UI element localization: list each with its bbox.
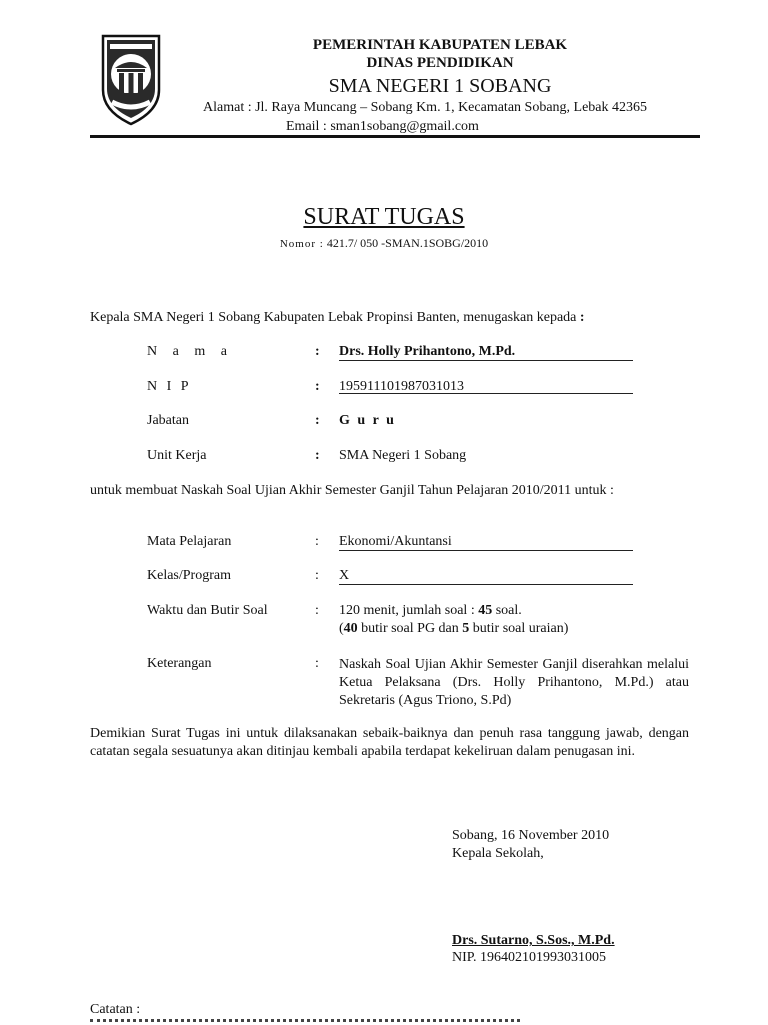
- unit-label: Unit Kerja: [147, 448, 207, 463]
- closing-paragraph: Demikian Surat Tugas ini untuk dilaksanakan sebaik-baiknya dan penuh rasa tanggung jawab, dengan catatan segala sesuatunya akan ditinjau kembali apabila terdapat kekeliruan dalam penugasan ini.: [90, 726, 689, 759]
- jabatan-value: G u r u: [339, 413, 396, 428]
- school-logo: [100, 32, 162, 126]
- keterangan-label: Keterangan: [147, 656, 212, 671]
- waktu-line1-suffix: soal.: [492, 603, 522, 618]
- unit-colon: :: [315, 448, 320, 463]
- intro-sentence: Kepala SMA Negeri 1 Sobang Kabupaten Lebak Propinsi Banten, menugaskan kepada: [90, 310, 577, 325]
- signer-position: Kepala Sekolah,: [452, 846, 544, 861]
- waktu-line2-end: butir soal uraian): [469, 621, 569, 636]
- intro-colon: :: [579, 310, 585, 325]
- purpose-text: untuk membuat Naskah Soal Ujian Akhir Semester Ganjil Tahun Pelajaran 2010/2011 untuk :: [90, 483, 614, 498]
- pg-count-value: 40: [343, 621, 358, 636]
- uraian-count-value: 5: [462, 621, 470, 636]
- nip-colon: :: [315, 379, 320, 394]
- keterangan-colon: :: [315, 656, 319, 671]
- waktu-line2-open: (: [339, 621, 344, 636]
- header-divider: [90, 135, 700, 138]
- kelas-underline: [339, 584, 633, 585]
- school-name: SMA NEGERI 1 SOBANG: [328, 75, 552, 97]
- waktu-line2-mid: butir soal PG dan: [357, 621, 463, 636]
- letter-number-value: 421.7/ 050 -SMAN.1SOBG/2010: [326, 236, 489, 250]
- waktu-line1: [339, 603, 522, 619]
- kelas-value: X: [339, 568, 350, 583]
- unit-value: SMA Negeri 1 Sobang: [339, 448, 467, 463]
- kelas-colon: :: [315, 568, 319, 583]
- kelas-label: Kelas/Program: [147, 568, 231, 583]
- mapel-label: Mata Pelajaran: [147, 534, 232, 549]
- nama-label: N a m a: [147, 344, 233, 359]
- waktu-label: Waktu dan Butir Soal: [147, 603, 268, 618]
- dept-name: DINAS PENDIDIKAN: [366, 55, 514, 71]
- nip-label: N I P: [147, 379, 192, 394]
- signer-name: Drs. Sutarno, S.Sos., M.Pd.: [452, 933, 615, 948]
- gov-name: PEMERINTAH KABUPATEN LEBAK: [312, 37, 568, 53]
- jabatan-colon: :: [315, 413, 320, 428]
- signer-nip: NIP. 196402101993031005: [452, 950, 607, 965]
- school-address: Alamat : Jl. Raya Muncang – Sobang Km. 1, Kecamatan Sobang, Lebak 42365: [203, 100, 648, 115]
- letter-title: SURAT TUGAS: [303, 204, 465, 230]
- mapel-underline: [339, 550, 633, 551]
- catatan-cutoff-text: [90, 1019, 520, 1025]
- place-date: Sobang, 16 November 2010: [452, 828, 610, 843]
- waktu-line2: [339, 621, 568, 637]
- keterangan-value: Naskah Soal Ujian Akhir Semester Ganjil diserahkan melalui Ketua Pelaksana (Drs. Holly Prihantono, M.Pd.) atau Sekretaris (Agus Triono, S.Pd): [339, 657, 689, 708]
- nama-colon: :: [315, 344, 320, 359]
- intro-text: [90, 310, 585, 326]
- jumlah-soal-value: 45: [478, 603, 493, 618]
- letter-number-label: Nomor :: [279, 238, 324, 250]
- catatan-label: Catatan :: [90, 1002, 141, 1017]
- waktu-line1-text: 120 menit, jumlah soal :: [339, 603, 479, 618]
- letter-number: [0, 236, 768, 251]
- nip-value: 195911101987031013: [339, 379, 464, 394]
- nip-underline: [339, 393, 633, 394]
- waktu-colon: :: [315, 603, 319, 618]
- nama-underline: [339, 360, 633, 361]
- nama-value: Drs. Holly Prihantono, M.Pd.: [339, 344, 516, 359]
- jabatan-label: Jabatan: [147, 413, 189, 428]
- mapel-colon: :: [315, 534, 319, 549]
- school-email: Email : sman1sobang@gmail.com: [286, 119, 479, 134]
- mapel-value: Ekonomi/Akuntansi: [339, 534, 452, 549]
